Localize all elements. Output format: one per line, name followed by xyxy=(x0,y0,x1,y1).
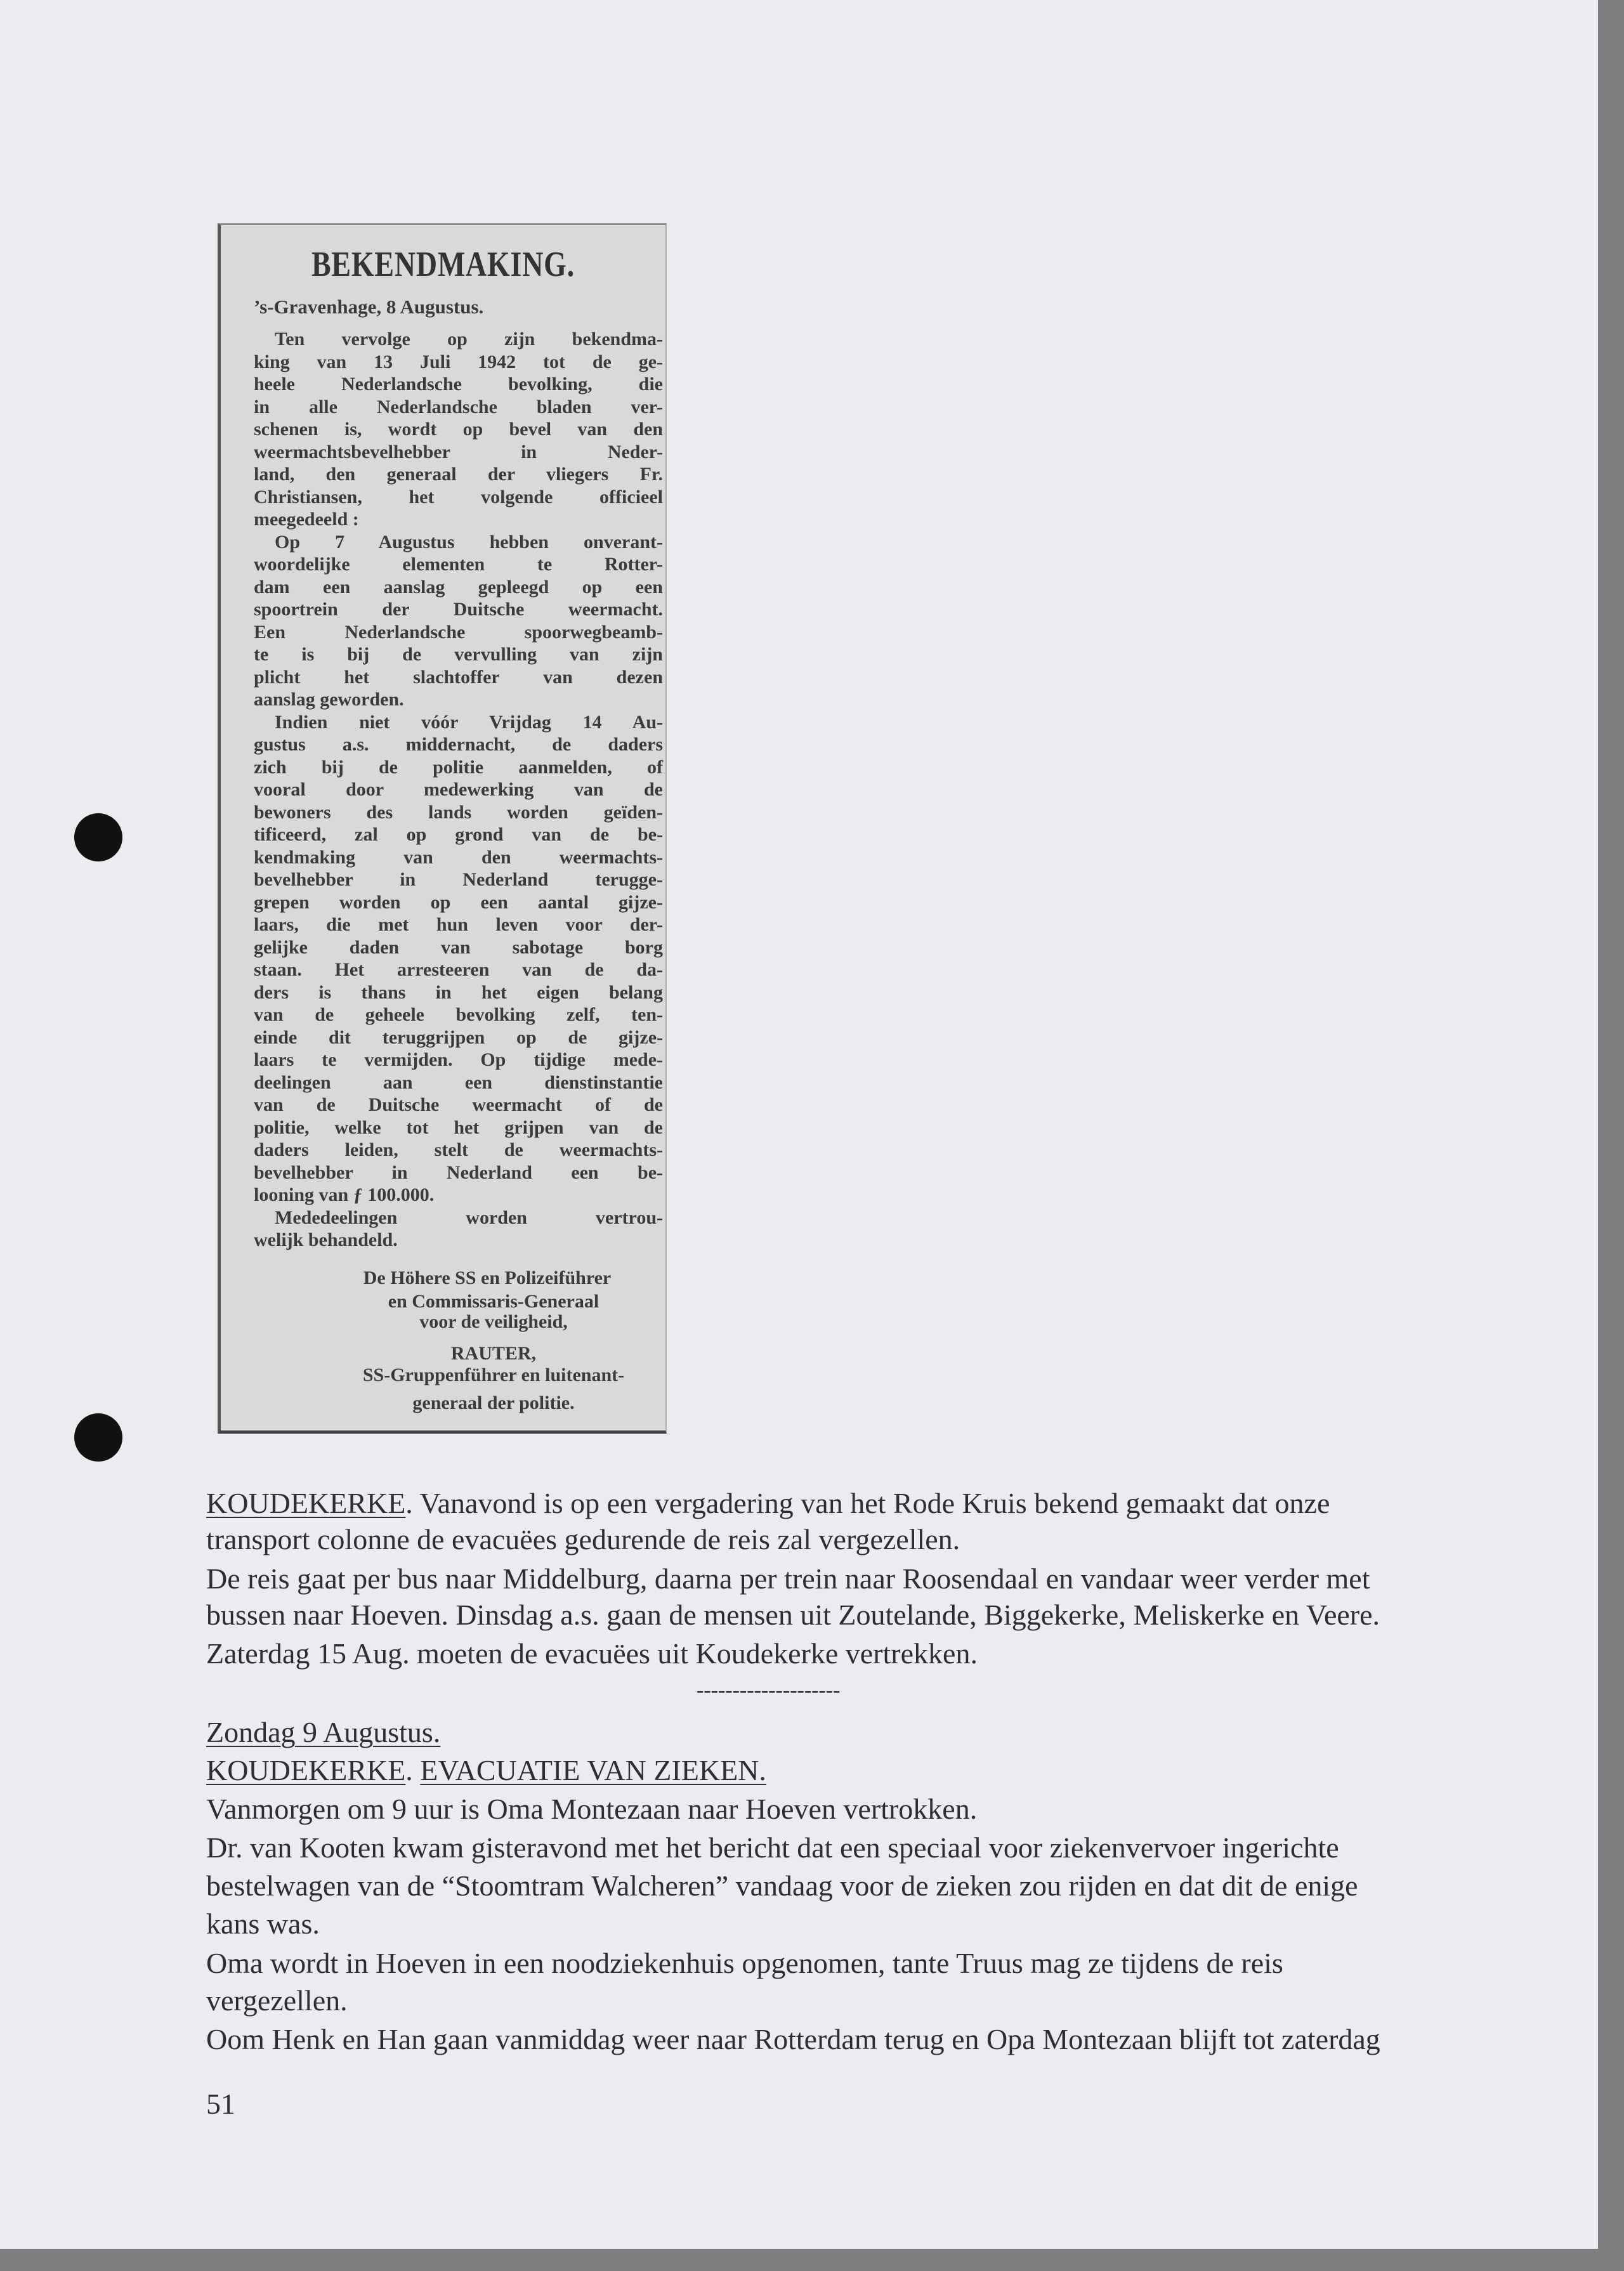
punch-hole xyxy=(74,813,122,861)
paragraph-line: Oom Henk en Han gaan vanmiddag weer naar Rotterdam terug en Opa Montezaan blijft tot zaterdag xyxy=(206,2023,1380,2055)
clipping-line: dam een aanslag gepleegd op een xyxy=(254,576,663,598)
paragraph-line: kans was. xyxy=(206,1908,320,1940)
paragraph-line: bestelwagen van de “Stoomtram Walcheren” vandaag voor de zieken zou rijden en dat dit de enige xyxy=(206,1869,1358,1902)
clipping-line: laars, die met hun leven voor der- xyxy=(254,914,663,935)
punch-hole xyxy=(74,1413,122,1462)
clipping-line: laars te vermijden. Op tijdige mede- xyxy=(254,1049,663,1070)
clipping-line: gustus a.s. middernacht, de daders xyxy=(254,734,663,755)
clipping-line: zich bij de politie aanmelden, of xyxy=(254,756,663,778)
section-heading xyxy=(206,1752,766,1788)
date-heading: Zondag 9 Augustus. xyxy=(206,1716,441,1748)
clipping-line: daders leiden, stelt de weermachts- xyxy=(254,1139,663,1160)
clipping-dateline: ’s-Gravenhage, 8 Augustus. xyxy=(254,296,484,318)
clipping-signature-line: SS-Gruppenführer en luitenant- xyxy=(362,1365,625,1385)
clipping-title: BEKENDMAKING. xyxy=(311,245,575,284)
paragraph-line: bussen naar Hoeven. Dinsdag a.s. gaan de mensen uit Zoutelande, Biggekerke, Meliskerke en Veere. xyxy=(206,1599,1380,1631)
clipping-line: aanslag geworden. xyxy=(254,689,404,710)
clipping-signature-line: voor de veiligheid, xyxy=(419,1311,568,1332)
clipping-line: in alle Nederlandsche bladen ver- xyxy=(254,396,663,417)
clipping-signature-line: generaal der politie. xyxy=(412,1392,575,1413)
separator: -------------------- xyxy=(697,1679,841,1702)
paragraph-line xyxy=(206,1485,1330,1521)
clipping-line: heele Nederlandsche bevolking, die xyxy=(254,374,663,395)
clipping-line: van de geheele bevolking zelf, ten- xyxy=(254,1004,663,1025)
place-heading: KOUDEKERKE xyxy=(206,1487,406,1519)
clipping-line: Indien niet vóór Vrijdag 14 Au- xyxy=(275,711,663,733)
place-heading: KOUDEKERKE xyxy=(206,1754,406,1786)
clipping-line: bevelhebber in Nederland een be- xyxy=(254,1162,663,1183)
paragraph-line: Dr. van Kooten kwam gisteravond met het bericht dat een speciaal voor ziekenvervoer ingerichte xyxy=(206,1831,1339,1864)
paragraph-line: Vanmorgen om 9 uur is Oma Montezaan naar Hoeven vertrokken. xyxy=(206,1793,978,1825)
clipping-line: deelingen aan een dienstinstantie xyxy=(254,1071,663,1093)
clipping-line: looning van ƒ 100.000. xyxy=(254,1184,435,1205)
clipping-line: grepen worden op een aantal gijze- xyxy=(254,891,663,913)
clipping-line: Op 7 Augustus hebben onverant- xyxy=(275,531,663,553)
clipping-line: Ten vervolge op zijn bekendma- xyxy=(275,329,663,350)
clipping-line: staan. Het arresteeren van de da- xyxy=(254,959,663,980)
clipping-line: van de Duitsche weermacht of de xyxy=(254,1094,663,1115)
clipping-signature-line: en Commissaris-Generaal xyxy=(388,1291,599,1312)
clipping-line: meegedeeld : xyxy=(254,509,359,530)
clipping-line: ders is thans in het eigen belang xyxy=(254,981,663,1003)
clipping-line: politie, welke tot het grijpen van de xyxy=(254,1116,663,1138)
clipping-line: Een Nederlandsche spoorwegbeamb- xyxy=(254,621,663,643)
text: . Vanavond is op een vergadering van het Rode Kruis bekend gemaakt dat onze xyxy=(405,1487,1330,1519)
page-number: 51 xyxy=(206,2088,235,2120)
clipping-line: king van 13 Juli 1942 tot de ge- xyxy=(254,351,663,372)
text: . xyxy=(405,1754,421,1786)
clipping-signature-line: De Höhere SS en Polizeiführer xyxy=(363,1267,612,1288)
paragraph-line: vergezellen. xyxy=(206,1984,348,2017)
clipping-signature-line: RAUTER, xyxy=(450,1343,537,1364)
paragraph-line: Oma wordt in Hoeven in een noodziekenhuis opgenomen, tante Truus mag ze tijdens de reis xyxy=(206,1947,1283,1979)
clipping-line: Christiansen, het volgende officieel xyxy=(254,486,663,507)
clipping-line: tificeerd, zal op grond van de be- xyxy=(254,824,663,845)
clipping-line: plicht het slachtoffer van dezen xyxy=(254,666,663,688)
clipping-line: te is bij de vervulling van zijn xyxy=(254,644,663,665)
clipping-line: bevelhebber in Nederland terugge- xyxy=(254,869,663,890)
clipping-line: woordelijke elementen te Rotter- xyxy=(254,554,663,575)
clipping-line: gelijke daden van sabotage borg xyxy=(254,936,663,958)
clipping-line: welijk behandeld. xyxy=(254,1229,398,1250)
clipping-line: bewoners des lands worden geïden- xyxy=(254,801,663,823)
clipping-line: land, den generaal der vliegers Fr. xyxy=(254,464,663,485)
clipping-line: kendmaking van den weermachts- xyxy=(254,846,663,868)
clipping-line: einde dit teruggrijpen op de gijze- xyxy=(254,1026,663,1048)
clipping-line: Mededeelingen worden vertrou- xyxy=(275,1207,663,1228)
clipping-line: spoortrein der Duitsche weermacht. xyxy=(254,599,663,620)
paragraph-line: transport colonne de evacuëes gedurende de reis zal vergezellen. xyxy=(206,1523,960,1555)
clipping-line: schenen is, wordt op bevel van den xyxy=(254,419,663,440)
clipping-line: vooral door medewerking van de xyxy=(254,779,663,800)
section-title: EVACUATIE VAN ZIEKEN. xyxy=(420,1754,766,1786)
clipping-line: weermachtsbevelhebber in Neder- xyxy=(254,441,663,462)
paragraph-line: De reis gaat per bus naar Middelburg, daarna per trein naar Roosendaal en vandaar weer verder met xyxy=(206,1562,1370,1595)
paragraph-line: Zaterdag 15 Aug. moeten de evacuëes uit Koudekerke vertrekken. xyxy=(206,1637,978,1670)
newspaper-clipping xyxy=(218,223,667,1434)
